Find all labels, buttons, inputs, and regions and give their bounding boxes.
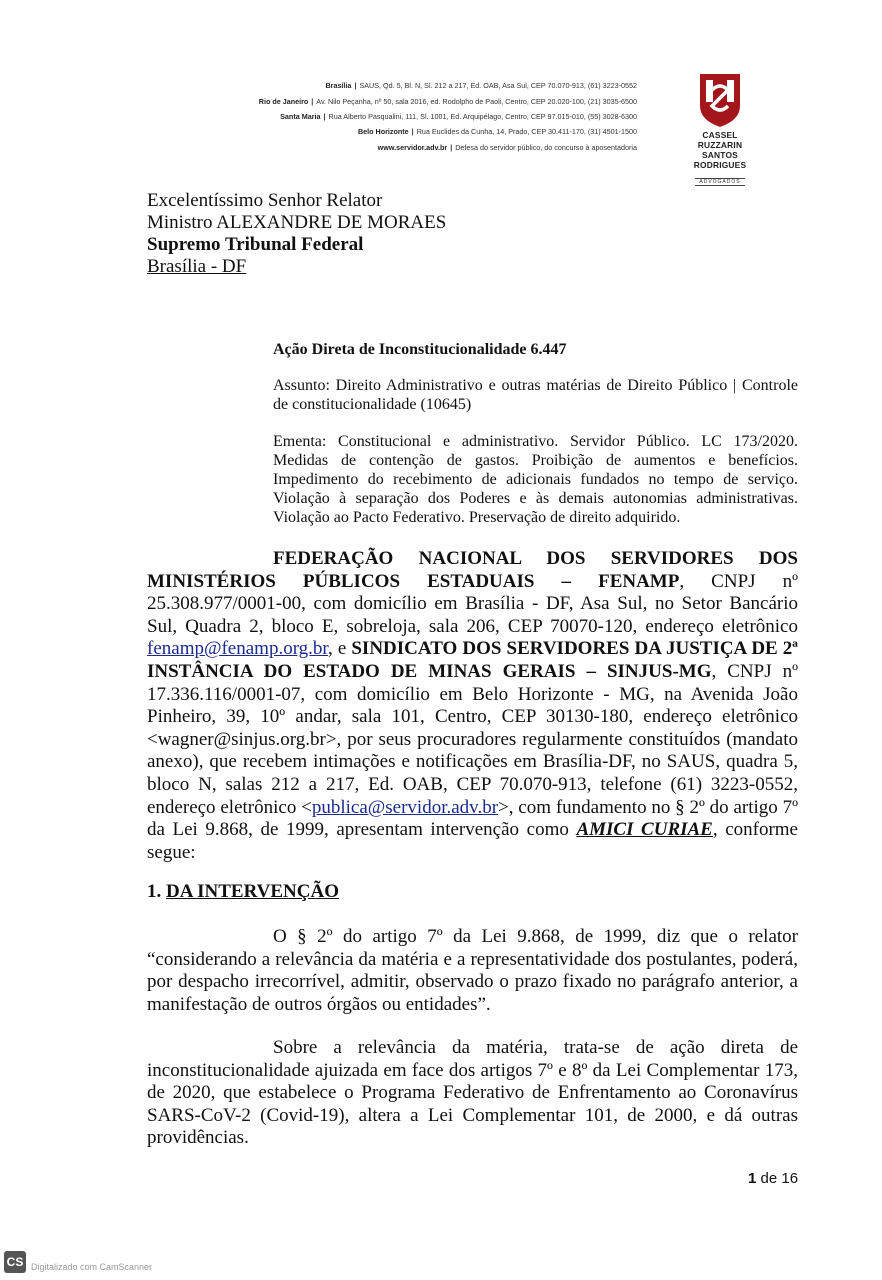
case-summary: Ementa: Constitucional e administrativo. Servidor Público. LC 173/2020. Medidas de contenção de gastos. Proibição de aumentos e benefícios. Impedimento do recebimento de adicionais fundados no tempo de serviço. Violação à separação dos Poderes e às demais autonomias administrativas. Violação ao Pacto Federativo. Preservação de direito adquirido.	[273, 433, 798, 526]
email-fenamp-link[interactable]: fenamp@fenamp.org.br	[147, 638, 328, 660]
org-sinjus: SINDICATO DOS SERVIDORES DA JUSTIÇA DE 2ª INSTÂNCIA DO ESTADO DE MINAS GERAIS – SINJUS-MG	[147, 638, 798, 682]
logo-line-1: CASSEL RUZZARIN	[697, 130, 743, 150]
amici-curiae: AMICI CURIAE	[576, 819, 713, 841]
org-fenamp: FEDERAÇÃO NACIONAL DOS SERVIDORES DOS MINISTÉRIOS PÚBLICOS ESTADUAIS – FENAMP	[147, 548, 798, 592]
page-total: de 16	[756, 1170, 799, 1187]
header-address: Av. Nilo Peçanha, nº 50, sala 2016, ed. Rodolpho de Paoli, Centro, CEP 20.020-100, (21) 3035-6500	[316, 97, 637, 106]
page-current: 1	[748, 1170, 757, 1187]
section-heading	[147, 881, 339, 903]
addressee-minister: Ministro ALEXANDRE DE MORAES	[147, 212, 447, 233]
page-number	[748, 1170, 798, 1187]
scanner-watermark	[4, 1251, 152, 1273]
addressee-title: Excelentíssimo Senhor Relator	[147, 190, 383, 211]
addressee-city: Brasília - DF	[147, 256, 247, 277]
intro-text: , conforme segue:	[147, 819, 798, 863]
logo-line-3: ADVOGADOS	[695, 178, 744, 186]
header-address-bh: Belo Horizonte | Rua Euclides da Cunha, 14, Prado, CEP 30.411-170, (31) 4501-1500	[357, 127, 637, 136]
header-tagline: Defesa do servidor público, do concurso à aposentadoria	[455, 143, 637, 152]
header-address-santa-maria: Santa Maria | Rua Alberto Pasqualini, 111, Sl. 1001, Ed. Arquipélago, Centro, CEP 97.015-010, (55) 3028-6300	[280, 112, 637, 121]
email-publica-link[interactable]: publica@servidor.adv.br	[311, 796, 499, 818]
section-title: DA INTERVENÇÃO	[166, 881, 339, 902]
header-address: Rua Euclides da Cunha, 14, Prado, CEP 30.411-170, (31) 4501-1500	[416, 127, 637, 136]
header-website: www.servidor.adv.br | Defesa do servidor público, do concurso à aposentadoria	[377, 143, 637, 152]
header-city: Belo Horizonte	[357, 127, 409, 136]
case-title: Ação Direta de Inconstitucionalidade 6.447	[273, 341, 567, 358]
firm-emblem-icon	[697, 72, 743, 128]
header-address-rio: Rio de Janeiro | Av. Nilo Peçanha, nº 50, sala 2016, ed. Rodolpho de Paoli, Centro, CEP 20.020-100, (21) 3035-6500	[258, 97, 637, 106]
intro-text: >, com fundamento no § 2º do artigo 7º da Lei 9.868, de 1999, apresentam intervenção como	[147, 796, 798, 841]
addressee-court: Supremo Tribunal Federal	[147, 234, 364, 255]
section-paragraph-2	[147, 1037, 798, 1150]
header-address: Rua Alberto Pasqualini, 111, Sl. 1001, Ed. Arquipélago, Centro, CEP 97.015-010, (55) 3028-6300	[328, 112, 637, 121]
header-city: Santa Maria	[280, 112, 321, 121]
paragraph-text: O § 2º do artigo 7º da Lei 9.868, de 1999, diz que o relator “considerando a relevância da matéria e a representatividade dos postulantes, poderá, por despacho irrecorrível, admitir, observado o prazo fixado no parágrafo anterior, a manifestação de outros órgãos ou entidades”.	[147, 926, 798, 1015]
intro-text: , e	[328, 638, 352, 660]
paragraph-text: Sobre a relevância da matéria, trata-se de ação direta de inconstitucionalidade ajuizada em face dos artigos 7º e 8º da Lei Complementar 173, de 2020, que estabelece o Programa Federativo de Enfrentamento ao Coronavírus SARS-CoV-2 (Covid-19), altera a Lei Complementar 101, de 2000, e dá outras providências.	[147, 1037, 798, 1149]
intro-paragraph	[147, 548, 798, 864]
firm-logo	[680, 72, 760, 188]
case-subject: Assunto: Direito Administrativo e outras matérias de Direito Público | Controle de constitucionalidade (10645)	[273, 377, 798, 413]
logo-line-2: SANTOS RODRIGUES	[693, 150, 747, 170]
intro-text: , CNPJ nº 17.336.116/0001-07, com domicílio em Belo Horizonte - MG, na Avenida João Pinheiro, 39, 10º andar, sala 101, Centro, CEP 30130-180, endereço eletrônico <wagner@sinjus.org.br>, por seus procuradores regularmente constituídos (mandato anexo), que recebem intimações e notificações em Brasília-DF, no SAUS, quadra 5, bloco N, salas 212 a 217, Ed. OAB, CEP 70.070-913, telefone (61) 3223-0552, endereço eletrônico <	[147, 660, 799, 818]
addressee-block	[147, 190, 446, 278]
scanner-text: Digitalizado com CamScanner	[31, 1262, 153, 1272]
header-website-url: www.servidor.adv.br	[377, 143, 448, 152]
intro-text: , CNPJ nº 25.308.977/0001-00, com domicílio em Brasília - DF, Asa Sul, no Setor Bancário Sul, Quadra 2, bloco E, sobreloja, sala 206, CEP 70070-120, endereço eletrônico	[147, 570, 799, 637]
header-city: Brasília	[325, 81, 352, 90]
section-paragraph-1	[147, 926, 798, 1016]
header-address-brasilia: Brasília | SAUS, Qd. 5, Bl. N, Sl. 212 a 217, Ed. OAB, Asa Sul, CEP 70.070-913, (61) 3223-0552	[325, 81, 637, 90]
header-city: Rio de Janeiro	[258, 97, 309, 106]
header-address: SAUS, Qd. 5, Bl. N, Sl. 212 a 217, Ed. OAB, Asa Sul, CEP 70.070-913, (61) 3223-0552	[359, 81, 637, 90]
camscanner-icon: CS	[4, 1251, 26, 1273]
section-number: 1.	[147, 881, 162, 902]
